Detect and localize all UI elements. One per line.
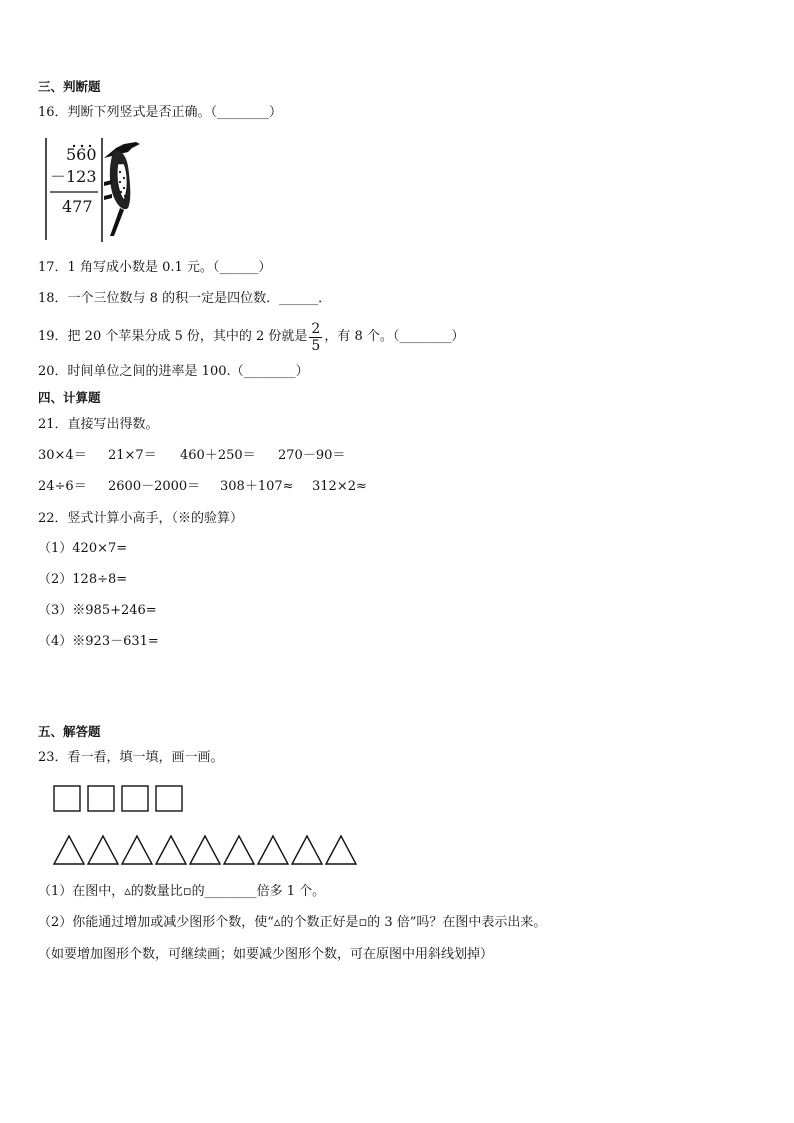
triangle-shape [54,836,84,864]
fraction-denominator: 5 [311,337,321,354]
square-shape [122,786,148,811]
section-5-heading: 五、解答题 [38,724,101,739]
question-18: 18．一个三位数与 8 的积一定是四位数．______． [38,291,332,306]
triangle-shape [156,836,186,864]
q23-note: （如要增加图形个数，可继续画；如要减少图形个数，可在原图中用斜线划掉） [38,947,494,962]
q19-text-start: 19．把 20 个苹果分成 5 份，其中的 2 份就是 [38,329,308,344]
triangle-shape [190,836,220,864]
q22-item-3: （3）※985+246= [38,603,157,618]
q16-subtrahend: －123 [50,167,97,186]
q22-item-2: （2）128÷8= [38,572,128,587]
q19-fraction [309,321,322,354]
square-shape [54,786,80,811]
calc-item: 2600－2000＝ [108,479,201,494]
question-16: 16．判断下列竖式是否正确。（________） [38,105,283,120]
q16-result: 477 [62,197,93,216]
calc-item: 24÷6＝ [38,479,87,494]
fraction-numerator: 2 [311,320,321,337]
triangle-shape [258,836,288,864]
triangle-shape [88,836,118,864]
q22-item-1: （1）420×7= [38,541,128,556]
question-19 [38,318,464,356]
woodpecker-icon [104,142,140,236]
section-3-heading: 三、判断题 [38,79,101,94]
calc-item: 270－90＝ [278,448,346,463]
q16-figure [40,136,150,246]
square-shape [88,786,114,811]
triangle-shape [326,836,356,864]
squares-svg [52,784,192,814]
question-23: 23．看一看，填一填，画一画。 [38,750,224,765]
question-22: 22．竖式计算小高手，（※的验算） [38,511,244,526]
triangles-svg [52,833,362,867]
squares-figure [52,784,192,814]
q19-text-end: ，有 8 个。（________） [324,329,465,344]
question-21: 21．直接写出得数。 [38,417,159,432]
q23-sub-2: （2）你能通过增加或减少图形个数，使“▵的个数正好是▫的 3 倍”吗？在图中表示出来。 [38,915,547,930]
calc-item: 30×4＝ [38,448,87,463]
triangle-shape [224,836,254,864]
square-shape [156,786,182,811]
calc-item: 21×7＝ [108,448,157,463]
calc-item: 460＋250＝ [180,448,256,463]
section-4-heading: 四、计算题 [38,390,101,405]
q22-item-4: （4）※923－631= [38,634,159,649]
question-20: 20．时间单位之间的进率是 100.（________） [38,364,309,379]
question-17: 17．1 角写成小数是 0.1 元。（______） [38,260,272,275]
triangle-shape [122,836,152,864]
q23-sub-1: （1）在图中，▵的数量比▫的________倍多 1 个。 [38,884,326,899]
q16-minuend: 560 [66,145,97,164]
calc-item: 308＋107≈ [220,479,294,494]
triangle-shape [292,836,322,864]
triangles-figure [52,833,362,867]
calc-item: 312×2≈ [312,479,367,494]
